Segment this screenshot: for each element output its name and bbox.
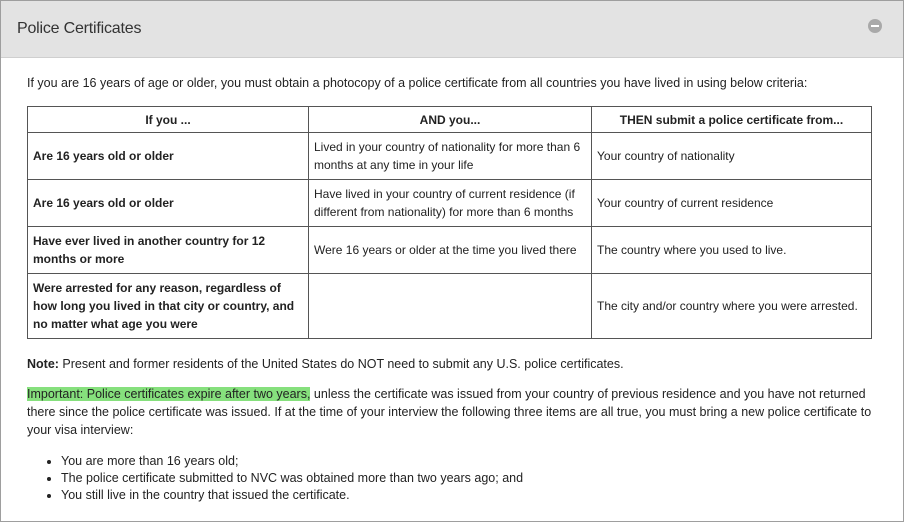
- table-row: [28, 180, 872, 227]
- table-row: [28, 274, 872, 339]
- table-cell: Your country of current residence: [592, 180, 872, 227]
- table-cell: Your country of nationality: [592, 133, 872, 180]
- note-paragraph: [27, 355, 877, 373]
- table-cell: Are 16 years old or older: [28, 180, 309, 227]
- important-paragraph: [27, 385, 877, 439]
- important-text: unless the certificate was issued from your country of previous residence and you have not returned there since the police certificate was issued. If at the time of your interview the following three items are all true, you must bring a new police certificate to your visa interview:: [27, 387, 872, 437]
- intro-text: If you are 16 years of age or older, you must obtain a photocopy of a police certificate from all countries you have lived in using below criteria:: [27, 76, 808, 90]
- requirements-list: [27, 453, 877, 504]
- table-cell: The city and/or country where you were arrested.: [592, 274, 872, 339]
- table-cell: The country where you used to live.: [592, 227, 872, 274]
- important-highlight: Important: Police certificates expire after two years,: [27, 387, 311, 401]
- table-row: [28, 227, 872, 274]
- table-cell: Are 16 years old or older: [28, 133, 309, 180]
- list-item: • The police certificate submitted to NVC was obtained more than two years ago; and: [61, 470, 877, 487]
- list-item: • You still live in the country that issued the certificate.: [61, 487, 877, 504]
- note-text: Present and former residents of the United States do NOT need to submit any U.S. police certificates.: [58, 357, 624, 371]
- table-cell: Have lived in your country of current residence (if different from nationality) for more than 6 months: [309, 180, 592, 227]
- table-cell: Have ever lived in another country for 12 months or more: [28, 227, 309, 274]
- table-cell: Lived in your country of nationality for more than 6 months at any time in your life: [309, 133, 592, 180]
- criteria-table: [27, 106, 872, 339]
- table-cell: Were 16 years or older at the time you lived there: [309, 227, 592, 274]
- panel-body: [1, 58, 903, 504]
- panel-header[interactable]: [1, 1, 903, 58]
- table-header-row: [28, 107, 872, 133]
- list-item: • You are more than 16 years old;: [61, 453, 877, 470]
- column-header-then: THEN submit a police certificate from...: [592, 107, 872, 133]
- note-label: Note:: [27, 357, 59, 371]
- panel-title: Police Certificates: [17, 20, 142, 37]
- column-header-if: If you ...: [28, 107, 309, 133]
- table-row: [28, 133, 872, 180]
- column-header-and: AND you...: [309, 107, 592, 133]
- minus-circle-icon[interactable]: [868, 19, 882, 33]
- table-cell: Were arrested for any reason, regardless of how long you lived in that city or country, and no matter what age you were: [28, 274, 309, 339]
- table-cell: [309, 274, 592, 339]
